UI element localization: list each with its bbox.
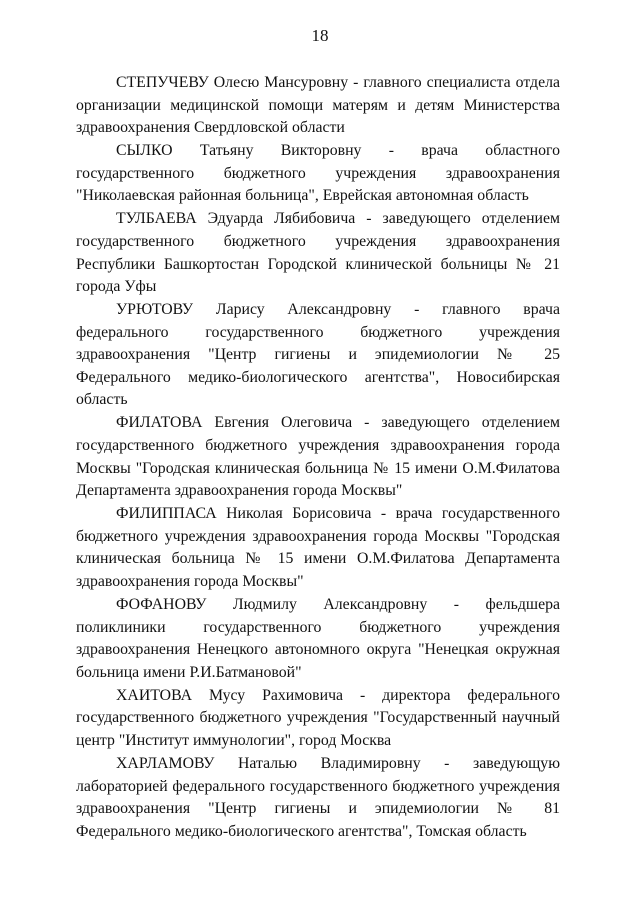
person-name: ФИЛИППАСА Николая Борисовича <box>116 505 372 523</box>
page-number: 18 <box>311 26 329 45</box>
person-description: - врача областного государственного бюджетного учреждения здравоохранения "Николаевская районная больница", Еврейская автономная область <box>76 142 560 205</box>
list-item <box>76 503 560 593</box>
person-description: - главного специалиста отдела организации медицинской помощи матерям и детям Министерства здравоохранения Свердловской области <box>76 74 560 137</box>
list-item <box>76 412 560 502</box>
person-name: УРЮТОВУ Ларису Александровну <box>116 301 392 319</box>
person-name: ФОФАНОВУ Людмилу Александровну <box>116 596 428 613</box>
award-list <box>76 72 560 844</box>
person-name: ХАРЛАМОВУ Наталью Владимировну <box>116 754 421 772</box>
list-item <box>76 685 560 753</box>
list-item <box>76 140 560 208</box>
person-name: ХАИТОВА Мусу Рахимовича <box>116 686 344 704</box>
list-item <box>76 594 560 684</box>
person-name: ТУЛБАЕВА Эдуарда Лябибовича <box>116 210 356 228</box>
person-description: - заведующего отделением государственного бюджетного учреждения здравоохранения города Москвы "Городская клиническая больница № 15 имени О.М.Филатова Департамента здравоохранения города Москвы" <box>76 414 560 500</box>
person-name: СЫЛКО Татьяну Викторовну <box>116 142 362 160</box>
list-item <box>76 753 560 843</box>
person-description: - директора федерального государственного бюджетного учреждения "Государственный научный центр "Институт иммунологии", город Москва <box>76 686 560 749</box>
list-item <box>76 208 560 298</box>
person-description: - главного врача федерального государственного бюджетного учреждения здравоохранения "Центр гигиены и эпидемиологии № 25 Федерального медико-биологического агентства", Новосибирская область <box>76 301 560 409</box>
person-description: - фельдшера поликлиники государственного бюджетного учреждения здравоохранения Ненецкого автономного округа "Ненецкая окружная больница имени Р.И.Батмановой" <box>76 596 560 681</box>
list-item <box>76 72 560 140</box>
list-item <box>76 299 560 412</box>
person-name: ФИЛАТОВА Евгения Олеговича <box>116 414 353 432</box>
person-description: - заведующего отделением государственного бюджетного учреждения здравоохранения Республики Башкортостан Городской клинической больницы № 21 города Уфы <box>76 210 560 296</box>
person-description: - заведующую лабораторией федерального государственного бюджетного учреждения здравоохранения "Центр гигиены и эпидемиологии № 81 Федерального медико-биологического агентства", Томская область <box>76 754 560 840</box>
person-name: СТЕПУЧЕВУ Олесю Мансуровну <box>116 74 349 91</box>
person-description: - врача государственного бюджетного учреждения здравоохранения города Москвы "Городская клиническая больница № 15 имени О.М.Филатова Департамента здравоохранения города Москвы" <box>76 505 560 591</box>
